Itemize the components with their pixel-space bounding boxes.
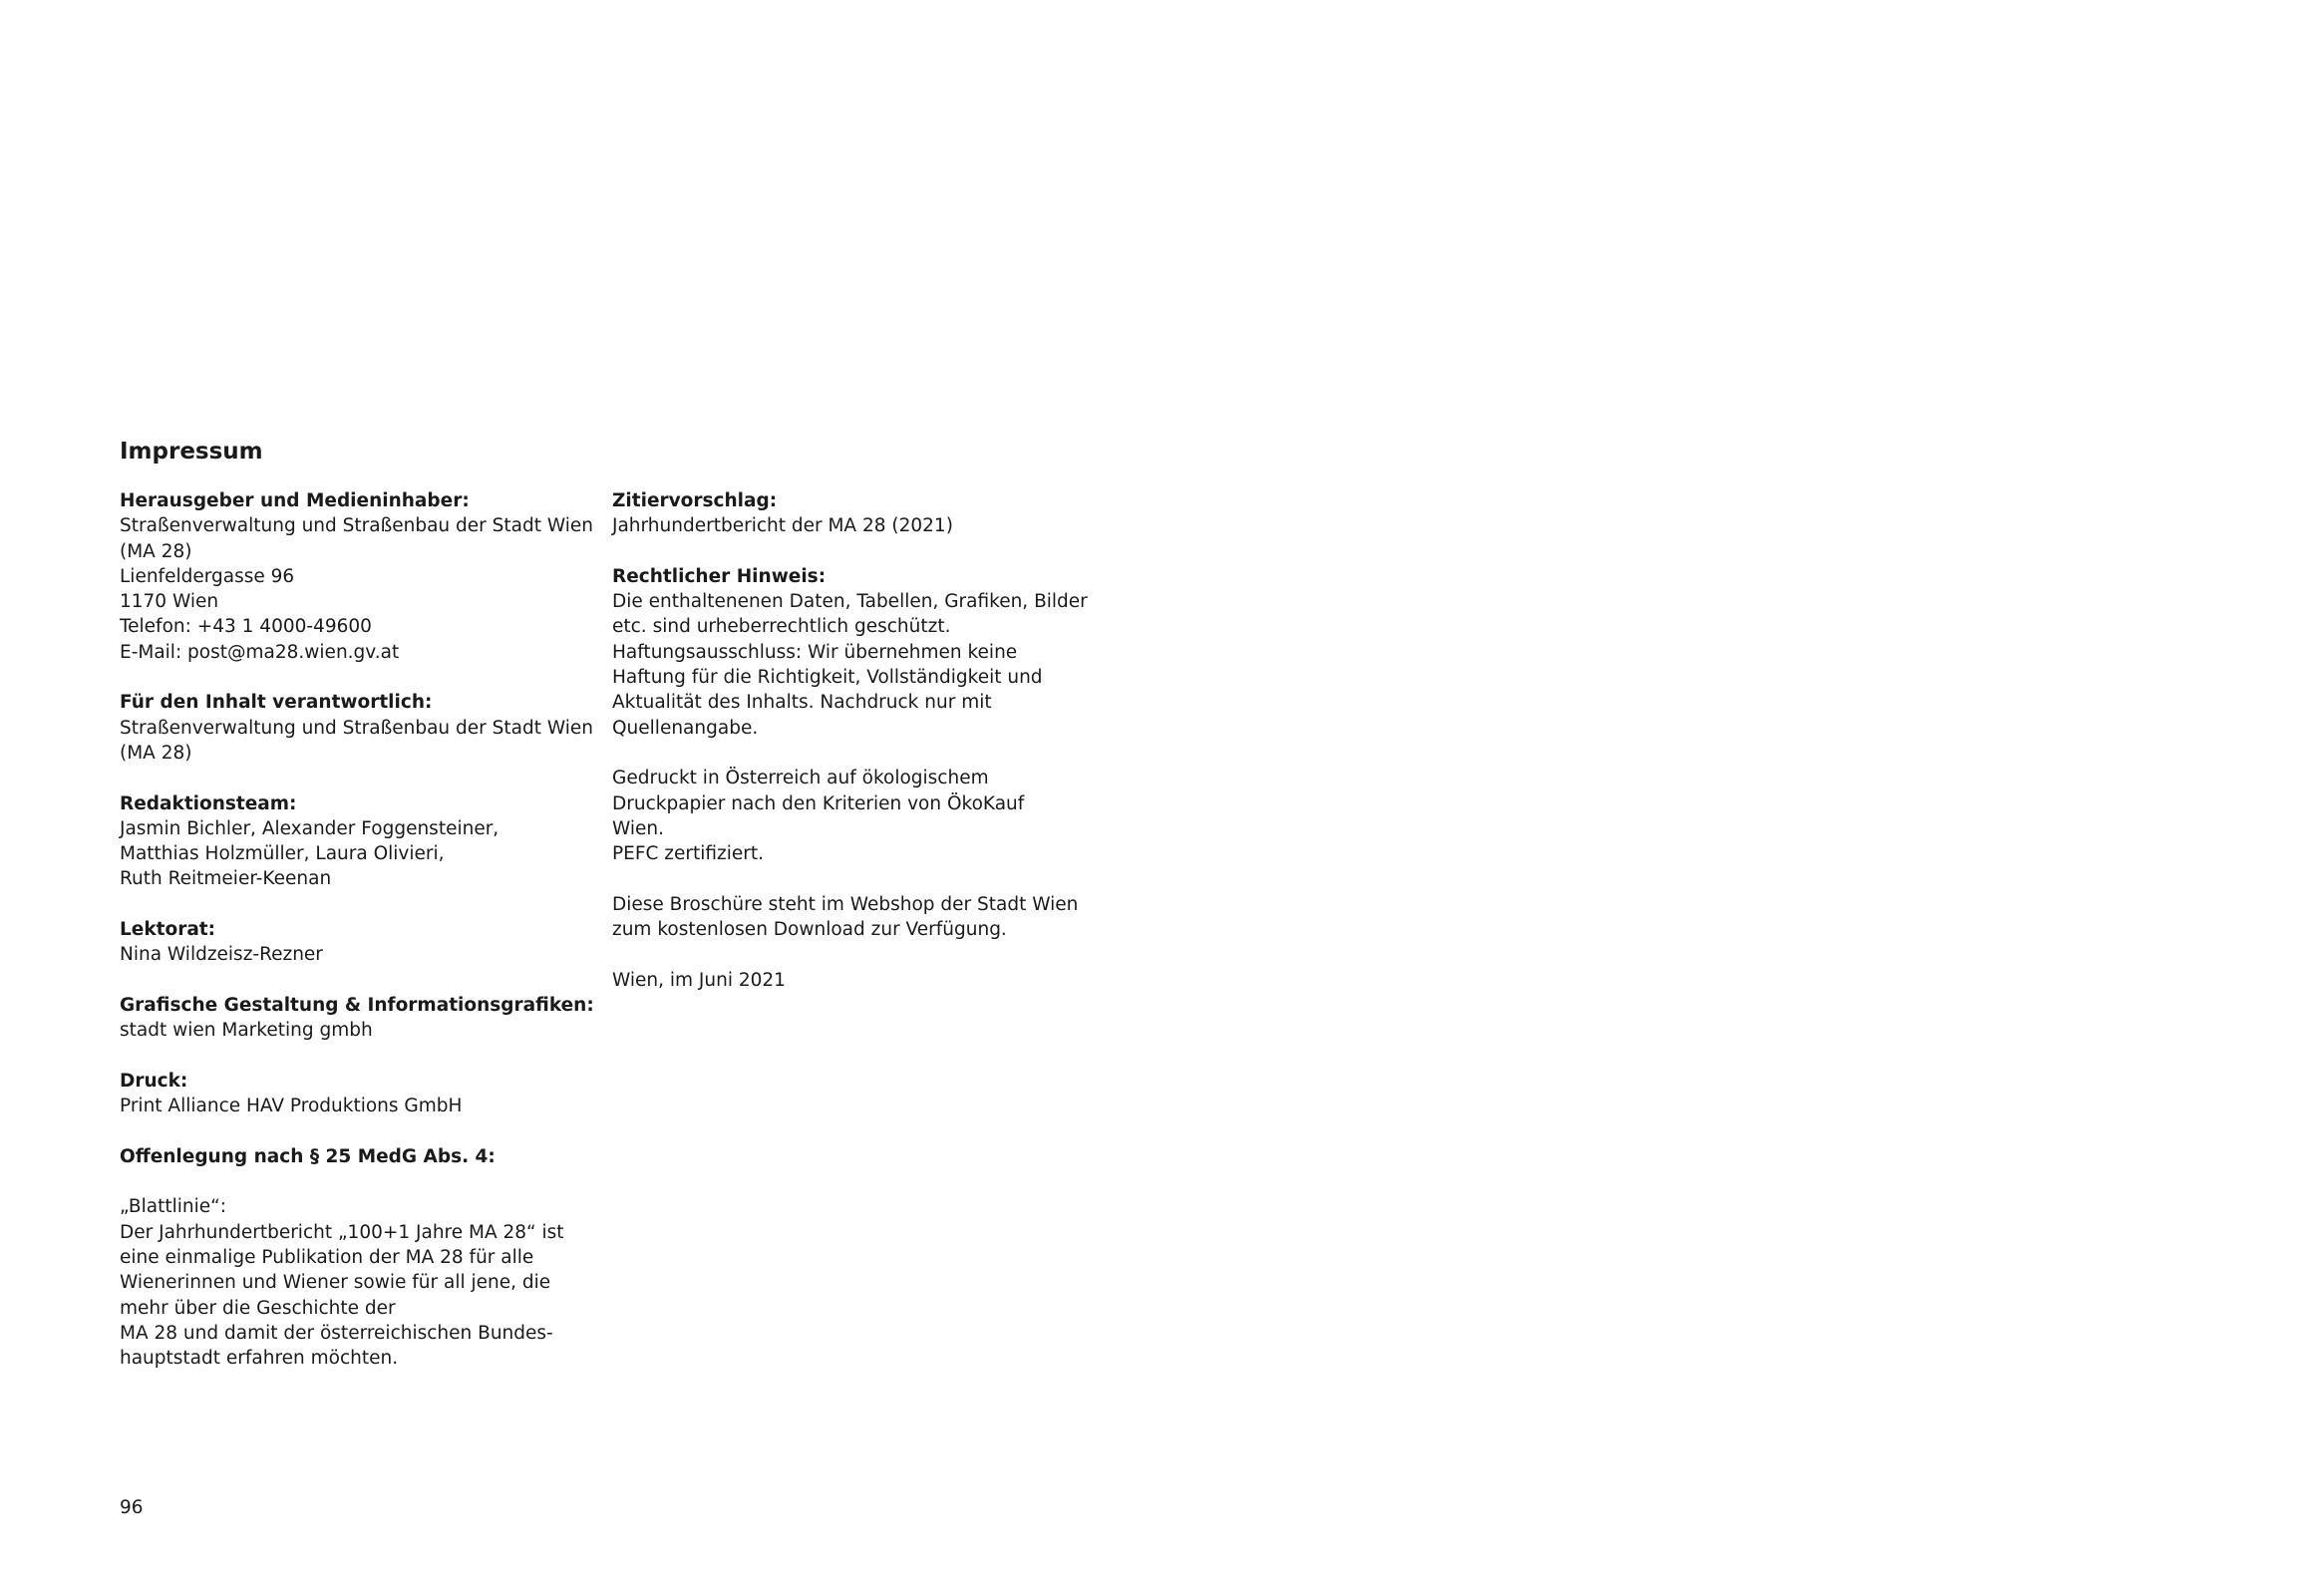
responsible-line: Straßenverwaltung und Straßenbau der Stadt Wien: [120, 717, 593, 739]
publisher-line: (MA 28): [120, 540, 192, 562]
responsible-line: (MA 28): [120, 742, 192, 764]
legal-notice-line: Aktualität des Inhalts. Nachdruck nur mit: [612, 692, 992, 714]
page-number: 96: [120, 1497, 144, 1518]
publisher-line: Straßenverwaltung und Straßenbau der Stadt Wien: [120, 515, 593, 537]
disclosure-line: mehr über die Geschichte der: [120, 1297, 396, 1319]
disclosure-heading: Offenlegung nach § 25 MedG Abs. 4:: [120, 1145, 496, 1167]
disclosure-line: eine einmalige Publikation der MA 28 für alle: [120, 1246, 534, 1268]
right-column: [612, 488, 1091, 1018]
legal-notice-line: Haftungsausschluss: Wir übernehmen keine: [612, 641, 1018, 663]
disclosure-line: Der Jahrhundertbericht „100+1 Jahre MA 28“ ist: [120, 1221, 564, 1243]
legal-notice-line: Haftung für die Richtigkeit, Vollständigkeit und: [612, 667, 1043, 689]
editorial-team-section: [120, 791, 598, 892]
legal-notice-heading: Rechtlicher Hinweis:: [612, 565, 827, 587]
disclosure-spacer: [120, 1169, 598, 1194]
publisher-line: Telefon: +43 1 4000-49600: [120, 616, 372, 638]
citation-section: [612, 488, 1091, 539]
legal-notice-section: [612, 564, 1091, 741]
page-title: Impressum: [120, 439, 263, 465]
download-note-line: Diese Broschüre steht im Webshop der Stadt Wien: [612, 893, 1079, 915]
printing-note-section: [612, 766, 1091, 866]
date-section: [612, 968, 1091, 993]
date-line: Wien, im Juni 2021: [612, 969, 786, 991]
editorial-team-line: Ruth Reitmeier-Keenan: [120, 868, 332, 890]
design-section: [120, 993, 598, 1044]
legal-notice-line: etc. sind urheberrechtlich geschützt.: [612, 616, 951, 638]
printing-note-line: PEFC zertifiziert.: [612, 843, 765, 865]
legal-notice-line: Die enthaltenenen Daten, Tabellen, Grafiken, Bilder: [612, 591, 1088, 613]
left-column: [120, 488, 598, 1397]
responsible-section: [120, 690, 598, 766]
design-line: stadt wien Marketing gmbh: [120, 1020, 373, 1042]
editorial-team-heading: Redaktionsteam:: [120, 792, 297, 814]
responsible-heading: Für den Inhalt verantwortlich:: [120, 692, 433, 714]
publisher-line: 1170 Wien: [120, 591, 219, 613]
disclosure-line: MA 28 und damit der österreichischen Bundes-: [120, 1322, 553, 1344]
editorial-team-line: Jasmin Bichler, Alexander Foggensteiner,: [120, 817, 499, 839]
publisher-heading: Herausgeber und Medieninhaber:: [120, 490, 470, 511]
disclosure-line: hauptstadt erfahren möchten.: [120, 1348, 399, 1370]
disclosure-line: Wienerinnen und Wiener sowie für all jene, die: [120, 1272, 551, 1294]
download-note-line: zum kostenlosen Download zur Verfügung.: [612, 919, 1007, 941]
publisher-line: Lienfeldergasse 96: [120, 565, 295, 587]
legal-notice-line: Quellenangabe.: [612, 717, 759, 739]
proofreading-heading: Lektorat:: [120, 919, 216, 941]
proofreading-line: Nina Wildzeisz-Rezner: [120, 944, 323, 966]
printing-note-line: Wien.: [612, 817, 665, 839]
citation-line: Jahrhundertbericht der MA 28 (2021): [612, 515, 953, 537]
proofreading-section: [120, 917, 598, 968]
print-heading: Druck:: [120, 1070, 188, 1092]
print-section: [120, 1069, 598, 1119]
design-heading: Grafische Gestaltung & Informationsgrafiken:: [120, 994, 594, 1016]
publisher-line: E-Mail: post@ma28.wien.gv.at: [120, 641, 400, 663]
print-line: Print Alliance HAV Produktions GmbH: [120, 1096, 463, 1117]
disclosure-line: „Blattlinie“:: [120, 1196, 226, 1218]
disclosure-section: [120, 1144, 598, 1372]
editorial-team-line: Matthias Holzmüller, Laura Olivieri,: [120, 843, 445, 865]
publisher-section: [120, 488, 598, 665]
printing-note-line: Druckpapier nach den Kriterien von ÖkoKauf: [612, 792, 1025, 814]
download-note-section: [612, 892, 1091, 943]
citation-heading: Zitiervorschlag:: [612, 490, 778, 511]
printing-note-line: Gedruckt in Österreich auf ökologischem: [612, 768, 989, 789]
